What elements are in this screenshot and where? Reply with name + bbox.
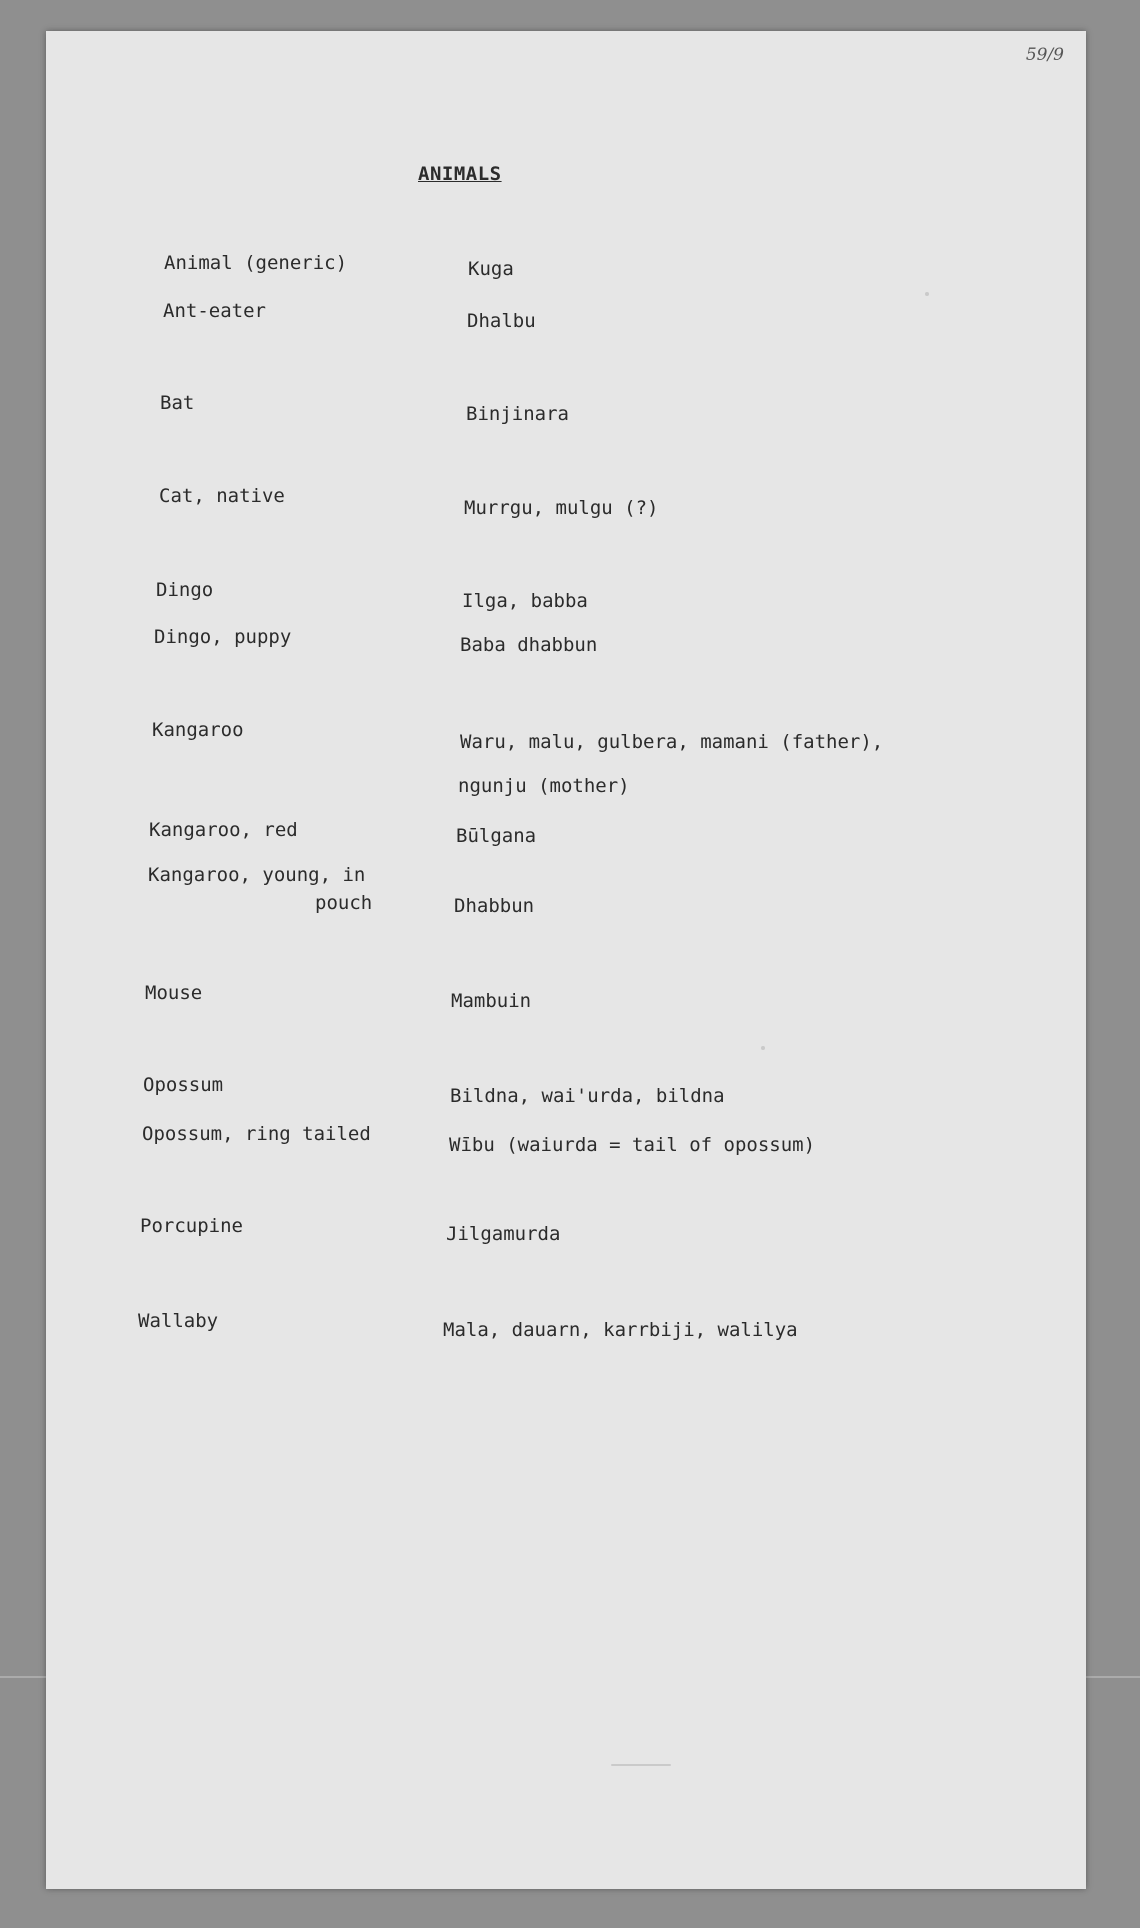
entry-definition: Wību (waiurda = tail of opossum) <box>449 1134 816 1156</box>
entry-term: Kangaroo <box>152 719 244 741</box>
paper-speck <box>925 292 929 296</box>
entry-term: Porcupine <box>140 1215 243 1237</box>
entry-definition: Dhabbun <box>454 895 535 917</box>
entry-definition: Binjinara <box>466 403 569 425</box>
entry-term: Kangaroo, young, in <box>148 864 366 886</box>
entry-definition: Murrgu, mulgu (?) <box>464 497 659 519</box>
entry-term: Mouse <box>145 982 203 1004</box>
entry-definition: Bildna, wai'urda, bildna <box>450 1085 725 1107</box>
entry-term: Wallaby <box>138 1310 219 1332</box>
entry-definition: Mambuin <box>451 990 532 1012</box>
entry-definition: Ilga, babba <box>462 590 588 612</box>
entry-term: Animal (generic) <box>164 252 348 274</box>
entry-definition: Mala, dauarn, karrbiji, walilya <box>443 1319 798 1341</box>
folio-number: 59/9 <box>1025 45 1064 65</box>
entry-term: Cat, native <box>159 485 285 507</box>
entry-definition: Dhalbu <box>467 310 536 332</box>
entry-definition: Būlgana <box>456 825 537 847</box>
entry-term: Bat <box>160 392 195 414</box>
entry-definition: Kuga <box>468 258 514 280</box>
entry-term: Opossum <box>143 1074 224 1096</box>
entry-term: Opossum, ring tailed <box>142 1123 371 1145</box>
entry-term: Dingo, puppy <box>154 626 292 648</box>
page-title: ANIMALS <box>418 163 502 185</box>
entry-term: Kangaroo, red <box>149 819 298 841</box>
document-page <box>46 31 1086 1889</box>
paper-speck <box>761 1046 765 1050</box>
entry-definition-continuation: ngunju (mother) <box>458 775 630 797</box>
entry-term: Dingo <box>156 579 214 601</box>
entry-term: Ant-eater <box>163 300 266 322</box>
paper-mark <box>611 1764 671 1766</box>
entry-definition: Waru, malu, gulbera, mamani (father), <box>460 731 884 753</box>
entry-term-continuation: pouch <box>315 892 373 914</box>
entry-definition: Baba dhabbun <box>460 634 598 656</box>
entry-definition: Jilgamurda <box>446 1223 561 1245</box>
